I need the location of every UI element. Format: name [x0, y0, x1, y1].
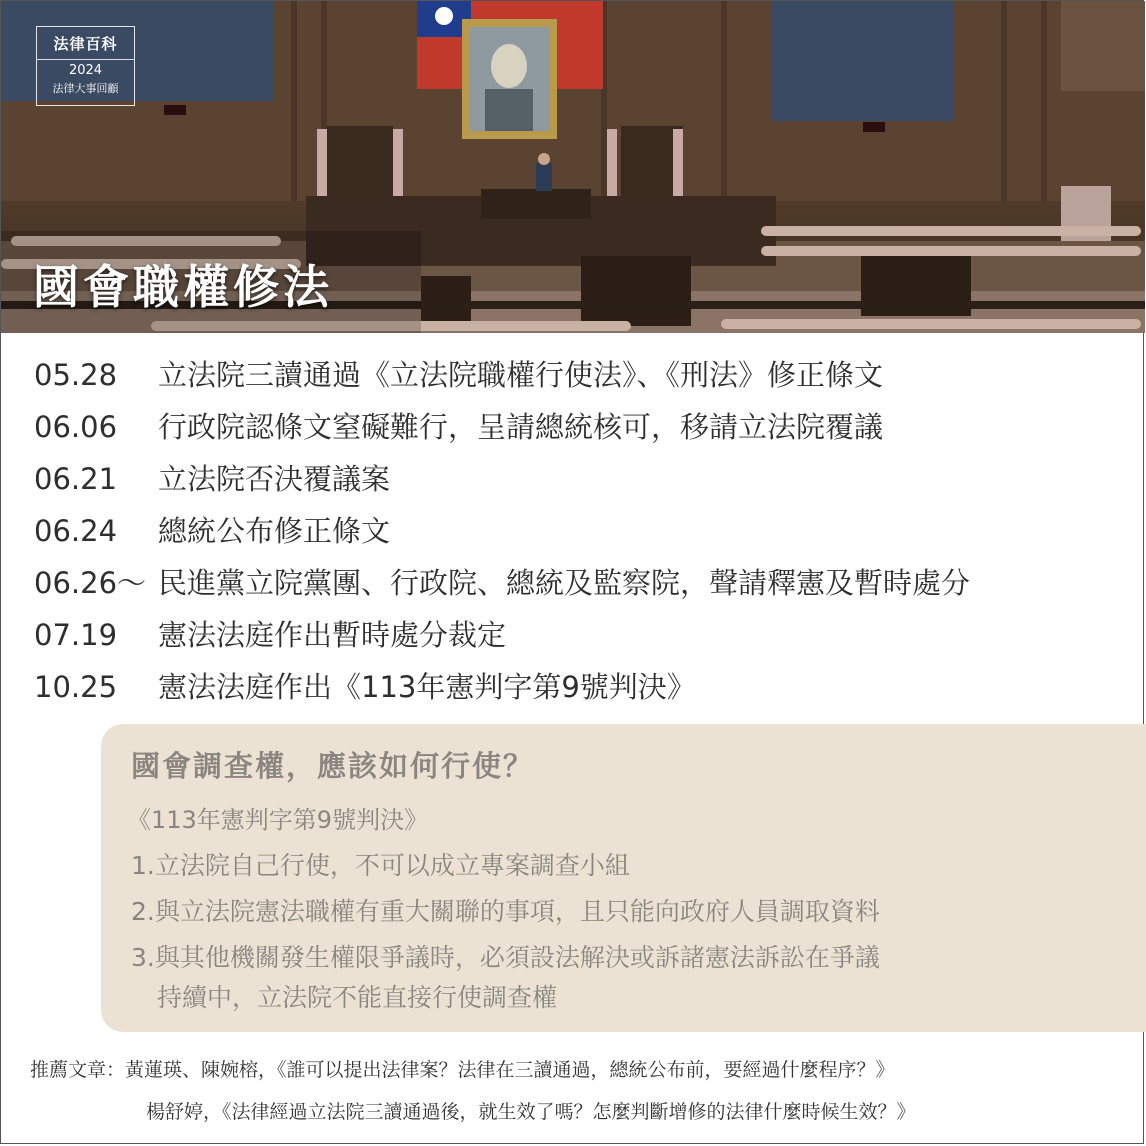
ruling-summary-card: [101, 724, 1146, 1032]
timeline-date: 06.21: [34, 462, 118, 496]
recommended-article-link[interactable]: 楊舒婷，《法律經過立法院三讀通過後，就生效了嗎？怎麼判斷增修的法律什麼時候生效？》: [146, 1101, 916, 1123]
timeline-date: 06.24: [34, 514, 118, 548]
card-heading: 國會調查權，應該如何行使？: [131, 749, 535, 783]
timeline-row: [34, 352, 970, 404]
timeline-row: [34, 664, 970, 716]
recommended-article-link[interactable]: 推薦文章：黃蓮瑛、陳婉榕，《誰可以提出法律案？法律在三讀通過，總統公布前，要經過什麼程序？》: [30, 1059, 895, 1081]
timeline-row: [34, 456, 970, 508]
card-item-continued: 持續中，立法院不能直接行使調查權: [157, 983, 558, 1012]
timeline-text: 總統公布修正條文: [158, 514, 391, 548]
brand-badge: [36, 26, 135, 106]
badge-year: 2024: [68, 63, 103, 78]
card-item: 3.與其他機關發生權限爭議時，必須設法解決或訴諸憲法訴訟在爭議: [131, 943, 880, 972]
timeline: [34, 352, 970, 716]
timeline-date: 05.28: [34, 358, 118, 392]
timeline-date: 07.19: [34, 618, 118, 652]
timeline-date: 06.26～: [34, 566, 147, 600]
timeline-row: [34, 508, 970, 560]
hero-photo: [1, 1, 1145, 333]
hero-title: 國會職權修法: [33, 260, 333, 314]
timeline-date: 06.06: [34, 410, 118, 444]
timeline-text: 憲法法庭作出暫時處分裁定: [158, 618, 507, 652]
timeline-row: [34, 560, 970, 612]
timeline-text: 民進黨立院黨團、行政院、總統及監察院，聲請釋憲及暫時處分: [158, 566, 971, 600]
timeline-text: 立法院三讀通過《立法院職權行使法》、《刑法》修正條文: [158, 358, 884, 392]
timeline-date: 10.25: [34, 670, 118, 704]
badge-divider: [37, 59, 134, 60]
card-subheading: 《113年憲判字第9號判決》: [127, 806, 429, 834]
badge-title: 法律百科: [53, 35, 118, 53]
card-item: 2.與立法院憲法職權有重大關聯的事項，且只能向政府人員調取資料: [131, 897, 880, 926]
timeline-text: 憲法法庭作出《113年憲判字第9號判決》: [158, 670, 696, 704]
timeline-row: [34, 404, 970, 456]
timeline-text: 行政院認條文窒礙難行，呈請總統核可，移請立法院覆議: [158, 410, 884, 444]
timeline-text: 立法院否決覆議案: [158, 462, 391, 496]
timeline-row: [34, 612, 970, 664]
card-item: 1.立法院自己行使，不可以成立專案調查小組: [131, 851, 630, 880]
badge-subtitle: 法律大事回顧: [52, 82, 119, 95]
